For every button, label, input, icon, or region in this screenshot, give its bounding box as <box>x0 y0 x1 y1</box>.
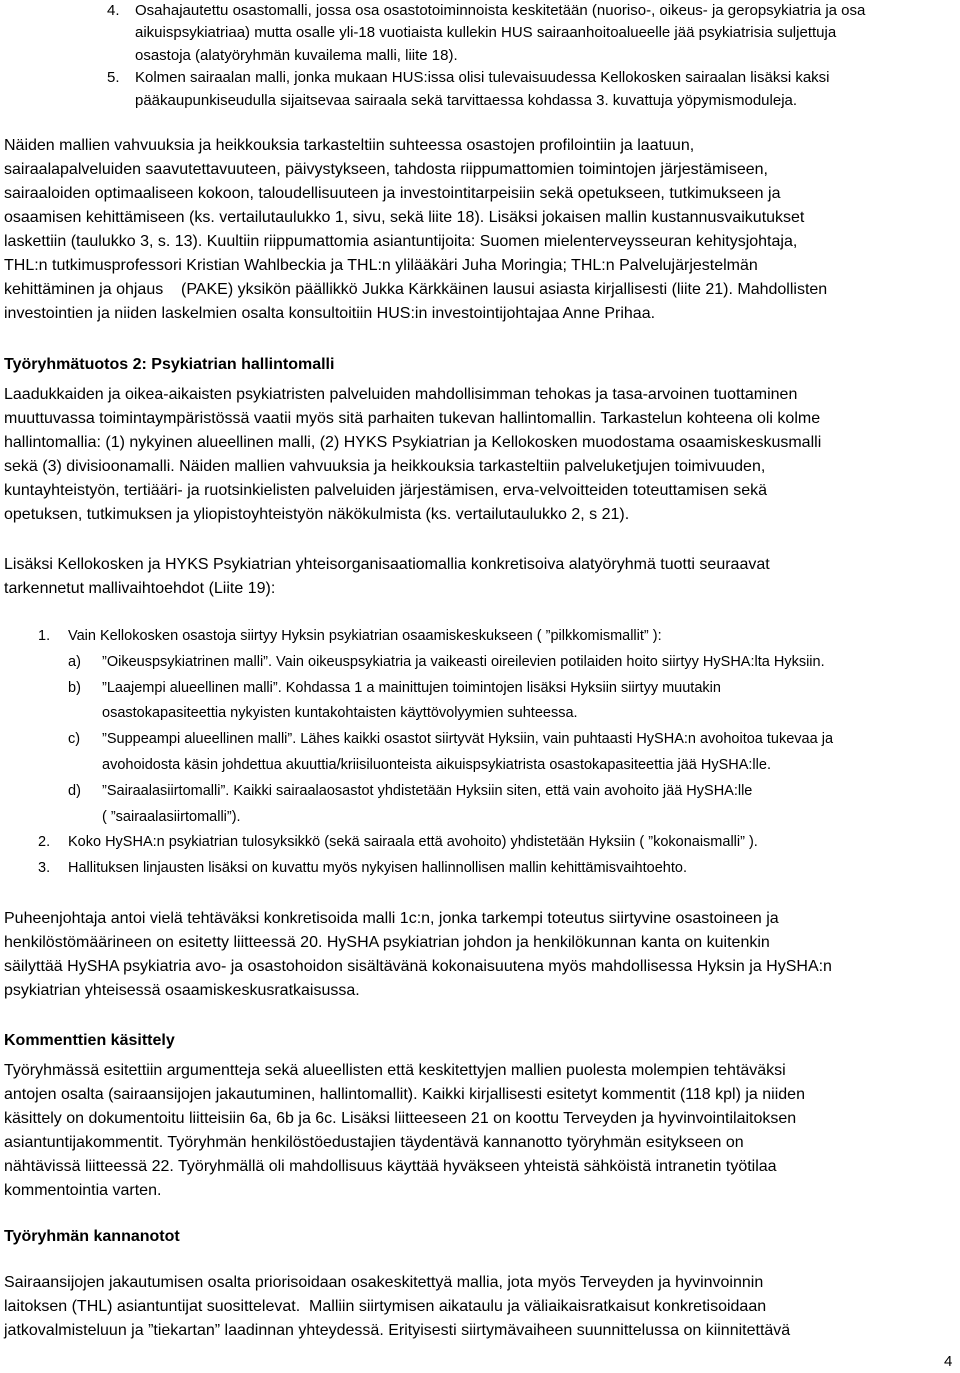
chair-paragraph <box>4 907 954 1003</box>
paragraph-line: antojen osalta (sairaansijojen jakautuminen, hallintomallit). Kaikki kirjallisesti esitetyt kommentit (118 kpl) ja niiden <box>4 1086 805 1103</box>
list-item-line: ”Laajempi alueellinen malli”. Kohdassa 1 a mainittujen toimintojen lisäksi Hyksiin siirtyy muutakin <box>102 679 721 696</box>
paragraph-line: Laadukkaiden ja oikea-aikaisten psykiatristen palveluiden mahdollisimman tehokas ja tasa-arvoinen tuottaminen <box>4 386 798 403</box>
paragraph-line: sekä (3) divisioonamalli. Näiden mallien vahvuuksia ja heikkouksia tarkasteltiin palveluketjujen toimivuuden, <box>4 458 766 475</box>
list-item-line: Koko HySHA:n psykiatrian tulosyksikkö (sekä sairaala että avohoito) yhdistetään Hyksiin ( ”kokonaismalli” ). <box>68 834 758 851</box>
list-item-4 <box>0 0 960 67</box>
list-item-line: osastoja (alatyöryhmän kuvailema malli, liite 18). <box>135 46 458 64</box>
list-number: 2. <box>38 834 51 851</box>
paragraph-line: kommentointia varten. <box>4 1182 162 1199</box>
list-number: 1. <box>38 628 51 644</box>
list-number: 5. <box>107 69 120 87</box>
paragraph-line: laskettiin (taulukko 3, s. 13). Kuultiin riippumattomia asiantuntijoita: Suomen mielenterveysseuran kehitysjohtaja, <box>4 233 798 250</box>
paragraph-line: Näiden mallien vahvuuksia ja heikkouksia tarkasteltiin suhteessa osastojen profilointiin ja laatuun, <box>4 137 695 154</box>
alternative-item-3 <box>0 856 960 882</box>
paragraph-line: opetuksen, tutkimuksen ja yliopistoyhteistyön näkökulmista (ks. vertailutaulukko 2, s 21). <box>4 506 630 523</box>
list-item-5 <box>0 67 960 112</box>
paragraph-line: investointien ja niiden laskelmien osalta konsultoitiin HUS:in investointijohtajaa Anne Prihaa. <box>4 305 656 322</box>
paragraph-line: Lisäksi Kellokosken ja HYKS Psykiatrian yhteisorganisaatiomallia konkretisoiva alatyöryhmä tuotti seuraavat <box>4 556 770 573</box>
sub-alternative-c <box>0 727 960 779</box>
paragraph-line: kuntayhteistyön, tertiääri- ja ruotsinkielisten palveluiden järjestämisen, erva-velvoitteiden toteuttamisen sekä <box>4 482 768 499</box>
paragraph-line: asiantuntijakommentit. Työryhmän henkilöstöedustajien täydentävä kannanotto työryhmän esitykseen on <box>4 1134 744 1151</box>
paragraph-line: Sairaansijojen jakautumisen osalta priorisoidaan osakeskitettyä mallia, jota myös Terveyden ja hyvinvoinnin <box>4 1274 764 1291</box>
alternatives-intro-paragraph <box>4 553 954 601</box>
list-item-line: osastokapasiteettia nykyisten kuntakohtaisten käyttövolyymien suhteessa. <box>102 705 578 722</box>
list-item-line: ”Sairaalasiirtomalli”. Kaikki sairaalaosastot yhdistetään Hyksiin siten, että vain avohoito jää HySHA:lle <box>102 782 753 799</box>
section-heading-hallintomalli: Työryhmätuotos 2: Psykiatrian hallintomalli <box>4 356 335 373</box>
paragraph-line: THL:n tutkimusprofessori Kristian Wahlbeckia ja THL:n ylilääkäri Juha Moringia; THL:n Palvelujärjestelmän <box>4 257 758 274</box>
list-item-line: Hallituksen linjausten lisäksi on kuvattu myös nykyisen hallinnollisen mallin kehittämisvaihtoehto. <box>68 860 687 877</box>
paragraph-line: hallintomallia: (1) nykyinen alueellinen malli, (2) HYKS Psykiatrian ja Kellokosken muodostama osaamiskeskusmalli <box>4 434 822 451</box>
paragraph-line: sairaaloiden optimaaliseen kokoon, taloudellisuuteen ja investointitarpeisiin sekä opetukseen, tutkimukseen ja <box>4 185 781 202</box>
list-item-line: Vain Kellokosken osastoja siirtyy Hyksin psykiatrian osaamiskeskukseen ( ”pilkkomismallit” ): <box>68 628 662 644</box>
list-item-line: Osahajautettu osastomalli, jossa osa osastotoiminnoista keskitetään (nuoriso-, oikeus- ja geropsykiatria ja osa <box>135 2 866 19</box>
section-heading-comments: Kommenttien käsittely <box>4 1032 175 1049</box>
paragraph-line: psykiatrian yhteisessä osaamiskeskusratkaisussa. <box>4 982 360 999</box>
paragraph-line: Puheenjohtaja antoi vielä tehtäväksi konkretisoida malli 1c:n, jonka tarkempi toteutus siirtyvine osastoineen ja <box>4 910 779 927</box>
list-item-line: ”Suppeampi alueellinen malli”. Lähes kaikki osastot siirtyvät Hyksiin, vain puhtaasti HySHA:n avohoitoa tukevaa ja <box>102 731 834 748</box>
list-letter: c) <box>68 731 81 748</box>
alternative-item-1 <box>0 624 960 830</box>
list-letter: a) <box>68 653 81 670</box>
sub-alternative-b <box>0 676 960 728</box>
paragraph-line: osaamisen kehittämiseen (ks. vertailutaulukko 1, sivu, sekä liite 18). Lisäksi jokaisen mallin kustannusvaikutukset <box>4 209 805 226</box>
page-number: 4 <box>944 1353 953 1370</box>
alternative-item-2 <box>0 830 960 856</box>
list-item-line: pääkaupunkiseudulla sijaitsevaa sairaala sekä tarvittaessa kohdassa 3. kuvattuja yöpymismoduleja. <box>135 91 798 109</box>
paragraph-line: laitoksen (THL) asiantuntijat suosittelevat. Malliin siirtymisen aikataulu ja väliaikaisratkaisut konkretisoidaan <box>4 1298 767 1315</box>
list-item-line: aikuispsykiatriaa) mutta osalle yli-18 vuotiaista kullekin HUS sairaanhoitoalueelle jää psykiatrisia suljettuja <box>135 24 837 42</box>
paragraph-line: henkilöstömäärineen on esitetty liitteessä 20. HySHA psykiatrian johdon ja henkilökunnan kanta on kuitenkin <box>4 934 770 951</box>
list-number: 4. <box>107 2 120 19</box>
paragraph-line: Työryhmässä esitettiin argumentteja sekä alueellisten että keskitettyjen mallien puolesta molempien tehtäväksi <box>4 1062 786 1079</box>
paragraph-line: kehittäminen ja ohjaus (PAKE) yksikön päällikkö Jukka Kärkkäinen lausui asiasta kirjallisesti (liite 21). Mahdollisten <box>4 281 828 298</box>
sub-alternative-d <box>0 779 960 831</box>
list-item-line: ”Oikeuspsykiatrinen malli”. Vain oikeuspsykiatria ja vaikeasti oireilevien potilaiden hoito siirtyy HySHA:lta Hyksiin. <box>102 653 825 670</box>
paragraph-line: sairaalapalveluiden saavutettavuuteen, päivystykseen, tahdosta riippumattomien toimintojen järjestämiseen, <box>4 161 768 178</box>
paragraph-line: säilyttää HySHA psykiatria avo- ja osastohoidon sisältävänä kokonaisuutena myös mahdollisessa Hyksin ja HySHA:n <box>4 958 832 975</box>
positions-paragraph <box>4 1271 954 1343</box>
hallintomalli-paragraph <box>4 383 954 527</box>
paragraph-line: nähtävissä liitteessä 22. Työryhmällä oli mahdollisuus käyttää hyväkseen yhteistä sähköistä intranetin työtilaa <box>4 1158 777 1175</box>
list-number: 3. <box>38 860 51 877</box>
comments-paragraph <box>4 1059 954 1203</box>
paragraph-line: muuttuvassa toimintaympäristössä vaatii myös sitä parhaiten tukevan hallintomallin. Tarkastelun kohteena oli kolme <box>4 410 821 427</box>
list-item-line: Kolmen sairaalan malli, jonka mukaan HUS:issa olisi tulevaisuudessa Kellokosken sairaalan lisäksi kaksi <box>135 69 830 87</box>
list-letter: d) <box>68 782 81 799</box>
paragraph-line: jatkovalmisteluun ja ”tiekartan” laadinnan yhteydessä. Erityisesti siirtymävaiheen suunnittelussa on kiinnitettävä <box>4 1322 791 1339</box>
list-letter: b) <box>68 679 81 696</box>
evaluation-paragraph <box>4 134 954 326</box>
section-heading-positions: Työryhmän kannanotot <box>4 1228 180 1245</box>
sub-alternative-a <box>0 650 960 676</box>
list-item-line: ( ”sairaalasiirtomalli”). <box>102 808 241 825</box>
paragraph-line: käsittely on dokumentoitu liitteisiin 6a, 6b ja 6c. Lisäksi liitteeseen 21 on koottu Terveyden ja hyvinvointilaitoksen <box>4 1110 797 1127</box>
paragraph-line: tarkennetut mallivaihtoehdot (Liite 19): <box>4 580 276 597</box>
model-alternatives-list <box>0 624 960 882</box>
model-list-continued <box>0 0 960 112</box>
list-item-line: avohoidosta käsin johdettua akuuttia/kriisiluonteista aikuispsykiatrista osastokapasiteettia jää HySHA:lle. <box>102 756 771 773</box>
